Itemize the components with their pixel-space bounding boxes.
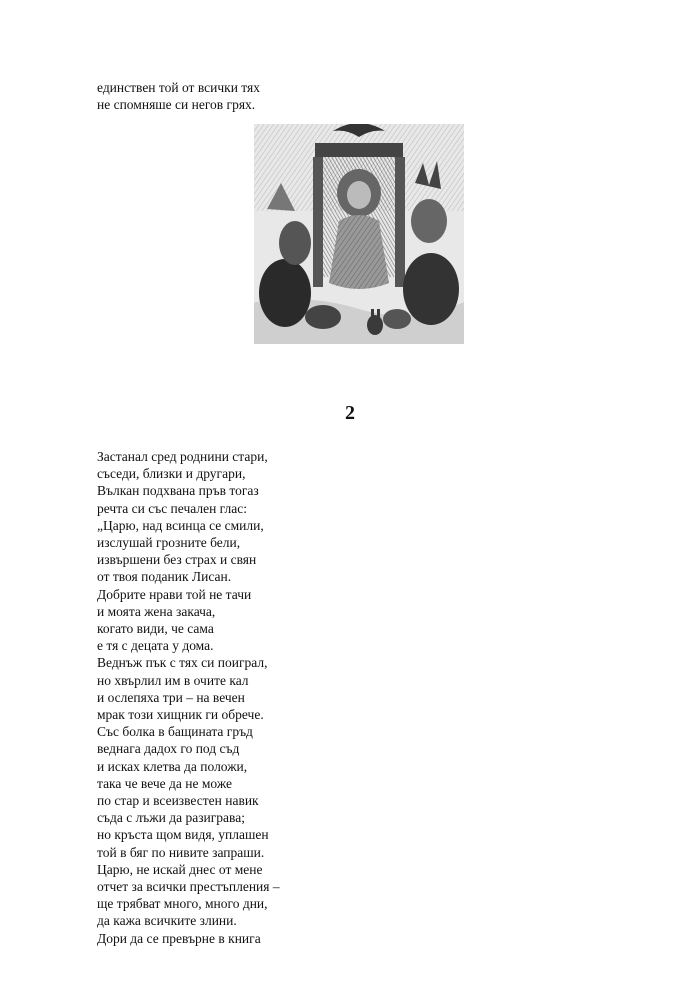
verse-line: ще трябват много, много дни,	[97, 896, 268, 912]
illustration-engraving	[247, 113, 471, 351]
verse-line: Дори да се превърне в книга	[97, 930, 261, 946]
verse-line: така че вече да не може	[97, 775, 232, 791]
verse-line: Веднъж пък с тях си поиграл,	[97, 655, 268, 671]
verse-line: е тя с децата у дома.	[97, 638, 214, 654]
verse-line: по стар и всеизвестен навик	[97, 793, 259, 809]
verse-line: и исках клетва да положи,	[97, 758, 248, 774]
verse-line: „Царю, над всинца се смили,	[97, 517, 264, 533]
verse-line: Застанал сред роднини стари,	[97, 449, 268, 464]
verse-line: Със болка в бащината гръд	[97, 724, 253, 740]
verse-line: и ослепяха три – на вечен	[97, 689, 245, 705]
verse-line: и моята жена закача,	[97, 603, 216, 619]
main-stanza	[97, 448, 280, 947]
verse-line: Добрите нрави той не тачи	[97, 586, 252, 602]
verse-line: речта си със печален глас:	[97, 500, 247, 516]
verse-line: той в бяг по нивите запраши.	[97, 844, 265, 860]
verse-line: единствен той от всички тях	[97, 80, 260, 95]
verse-line: веднага дадох го под съд	[97, 741, 240, 757]
top-stanza	[97, 79, 260, 113]
verse-line: от твоя поданик Лисан.	[97, 569, 232, 585]
verse-line: не спомняше си негов грях.	[97, 97, 256, 112]
verse-line: но хвърлил им в очите кал	[97, 672, 249, 688]
verse-line: Вълкан подхвана пръв тогаз	[97, 483, 259, 499]
verse-line: съседи, близки и другари,	[97, 466, 246, 482]
verse-line: когато види, че сама	[97, 621, 214, 637]
verse-line: но кръста щом видя, уплашен	[97, 827, 269, 843]
chapter-number: 2	[345, 402, 355, 424]
verse-line: отчет за всички престъпления –	[97, 879, 280, 895]
verse-line: мрак този хищник ги обрече.	[97, 707, 264, 723]
verse-line: извършени без страх и свян	[97, 552, 257, 568]
verse-line: Царю, не искай днес от мене	[97, 861, 263, 877]
lion-king-engraving-icon	[247, 113, 471, 351]
verse-line: изслушай грозните бели,	[97, 535, 241, 551]
verse-line: да кажа всичките злини.	[97, 913, 237, 929]
verse-line: съда с лъжи да разиграва;	[97, 810, 245, 826]
